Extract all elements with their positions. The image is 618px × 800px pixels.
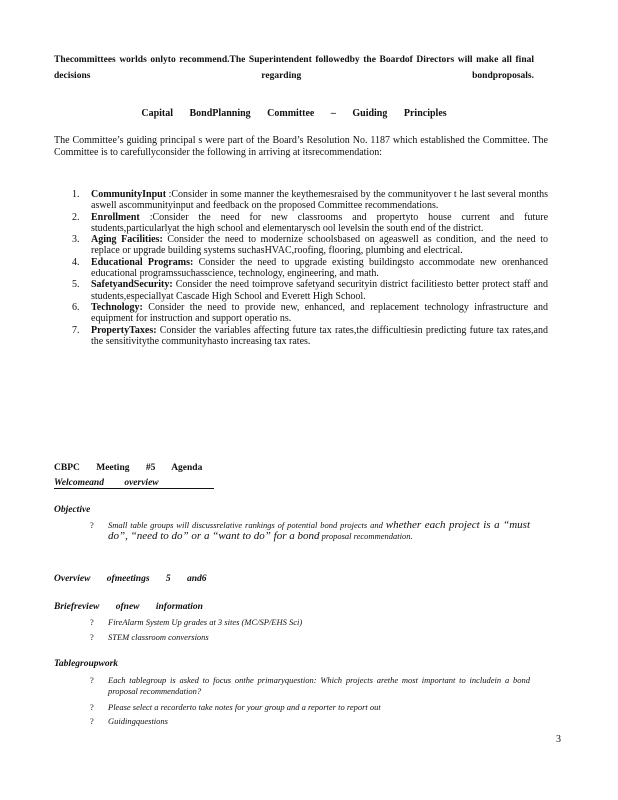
- list-number: 1.: [72, 189, 80, 200]
- intro-paragraph: The Committee’s guiding principal s were part of the Board’s Resolution No. 1187 which established the Committee. The Committee is to carefullyconsider the following in arriving at itsrecommendation:: [54, 135, 548, 158]
- principle-text: Consider the need toimprove safetyand securityin district facilitiesto better protect staff and students,especiallyat Cascade High School and Everett High School.: [91, 279, 548, 302]
- page-number: 3: [556, 734, 561, 745]
- list-item: [72, 257, 548, 280]
- principle-label: CommunityInput: [91, 189, 167, 200]
- bullet-glyph: ?: [90, 632, 94, 642]
- list-number: 4.: [72, 256, 80, 268]
- list-item: [90, 617, 530, 628]
- list-item: [72, 189, 548, 212]
- principle-label: Technology:: [91, 301, 143, 313]
- principle-text: Consider the need to modernize schoolsbased on ageaswell as condition, and the need to replace or upgrade building systems suchasHVAC,roofing, flooring, plumbing and electrical.: [91, 234, 549, 257]
- bullet-glyph: ?: [90, 675, 94, 685]
- bullet-glyph: ?: [90, 520, 94, 530]
- principle-text: Consider the variables affecting future tax rates,the difficultiesin predicting future tax rates,and the sensitivitythe communityhasto increasing tax rates.: [91, 324, 548, 347]
- list-item: [90, 716, 530, 727]
- bullet-glyph: ?: [90, 702, 94, 712]
- section-heading: Capital BondPlanning Committee – Guiding Principles: [141, 108, 447, 119]
- principle-label: Educational Programs:: [91, 256, 194, 268]
- list-number: 6.: [72, 301, 80, 313]
- list-number: 7.: [72, 324, 80, 336]
- overview-heading: Overview ofmeetings 5 and6: [54, 574, 207, 584]
- principle-label: PropertyTaxes:: [91, 324, 157, 336]
- list-number: 3.: [72, 234, 80, 246]
- bullet-glyph: ?: [90, 716, 94, 726]
- bullet-glyph: ?: [90, 617, 94, 627]
- brief-review-heading: Briefreview ofnew information: [54, 602, 203, 612]
- list-item: [72, 234, 548, 257]
- list-number: 5.: [72, 279, 80, 291]
- list-item: [72, 212, 548, 235]
- list-item: [90, 520, 530, 542]
- list-item: [72, 325, 548, 348]
- list-item: [72, 279, 548, 302]
- brief-item: STEM classroom conversions: [108, 632, 209, 642]
- intro-statement: Thecommittees worlds onlyto recommend.The Superintendent followedby the Boardof Directors will make all final decisions regarding bondproposals.: [54, 55, 534, 81]
- list-item: [90, 632, 530, 643]
- objective-heading: Objective: [54, 505, 91, 515]
- principle-label: SafetyandSecurity:: [91, 279, 173, 291]
- list-item: [90, 702, 530, 713]
- principle-text: Consider the need to upgrade existing buildingsto accommodate new orenhanced educational programssuchasscience, technology, engineering, and math.: [91, 256, 548, 280]
- table-group-item: Each tablegroup is asked to focus onthe primaryquestion: Which projects arethe most important to includein a bond proposal recommendation?: [108, 675, 530, 696]
- principle-label: Aging Facilities:: [91, 234, 163, 246]
- principle-text: :Consider in some manner the keythemesraised by the communityover t he last several months aswell ascommunityinput and feedback on the proposed Committee recommendations.: [91, 189, 549, 212]
- table-group-heading: Tablegroupwork: [54, 659, 119, 669]
- agenda-title: CBPC Meeting #5 Agenda: [54, 463, 203, 473]
- principles-list: [72, 189, 548, 347]
- list-number: 2.: [72, 211, 80, 223]
- brief-item: FireAlarm System Up grades at 3 sites (MC/SP/EHS Sci): [108, 617, 303, 627]
- objective-small: Small table groups will discussrelative rankings of potential bond projects and: [108, 520, 383, 530]
- agenda-welcome: Welcomeand overview: [54, 478, 214, 489]
- principle-text: :Consider the need for new classrooms and propertyto house current and future students,particularlyat the high school and elementarysch ool levelsin the south end of the district.: [91, 211, 549, 234]
- objective-text: [108, 520, 530, 542]
- list-item: [90, 675, 530, 697]
- table-group-item: Guidingquestions: [108, 716, 168, 726]
- objective-end: proposal recommendation.: [321, 531, 413, 541]
- objective-emphasis: whether each project is a “must do”, “need to do” or a “want to do” for a bond: [108, 519, 531, 542]
- principle-text: Consider the need to provide new, enhanced, and replacement technology infrastructure and equipment for instruction and support operatio ns.: [91, 301, 549, 325]
- principle-label: Enrollment: [91, 211, 140, 223]
- table-group-item: Please select a recorderto take notes for your group and a reporter to report out: [108, 702, 381, 712]
- list-item: [72, 302, 548, 325]
